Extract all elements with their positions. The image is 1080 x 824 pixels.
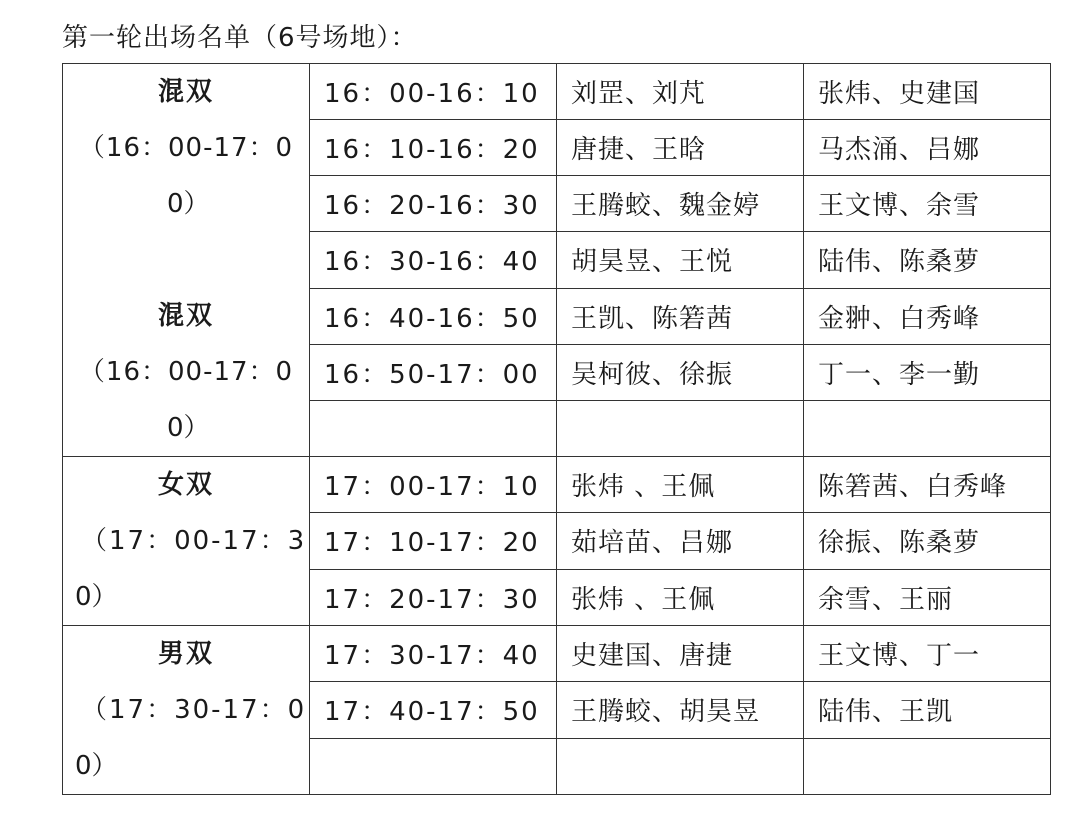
team-b: 徐振、陈桑萝 bbox=[804, 513, 1051, 569]
time-slot: 17：00-17：10 bbox=[310, 457, 557, 513]
team-a: 茹培苗、吕娜 bbox=[557, 513, 804, 569]
team-b: 陆伟、陈桑萝 bbox=[804, 232, 1051, 288]
time-slot: 16：20-16：30 bbox=[310, 176, 557, 232]
team-a: 王腾蛟、魏金婷 bbox=[557, 176, 804, 232]
event-cell-mixed bbox=[63, 64, 310, 457]
time-slot: 17：20-17：30 bbox=[310, 569, 557, 625]
empty-cell bbox=[310, 400, 557, 456]
table-row bbox=[63, 626, 1051, 682]
event-time-range-cont: 0） bbox=[167, 413, 210, 443]
time-slot: 17：30-17：40 bbox=[310, 626, 557, 682]
team-b: 马杰涌、吕娜 bbox=[804, 120, 1051, 176]
event-time-range-cont: 0） bbox=[75, 582, 118, 612]
team-a: 王腾蛟、胡昊昱 bbox=[557, 682, 804, 738]
table-row bbox=[63, 64, 1051, 120]
event-cell-mens bbox=[63, 626, 310, 795]
time-slot: 16：30-16：40 bbox=[310, 232, 557, 288]
team-b: 金翀、白秀峰 bbox=[804, 288, 1051, 344]
event-cell-womens bbox=[63, 457, 310, 626]
event-time-range: （17：00-17：3 bbox=[81, 526, 307, 556]
team-a: 张炜 、王佩 bbox=[557, 457, 804, 513]
empty-cell bbox=[804, 400, 1051, 456]
event-name: 混双 bbox=[157, 77, 214, 107]
schedule-table bbox=[62, 63, 1051, 795]
table-row bbox=[63, 457, 1051, 513]
time-slot: 16：40-16：50 bbox=[310, 288, 557, 344]
event-time-range-cont: 0） bbox=[167, 189, 210, 219]
time-slot: 17：10-17：20 bbox=[310, 513, 557, 569]
team-a: 吴柯彼、徐振 bbox=[557, 344, 804, 400]
empty-cell bbox=[310, 738, 557, 794]
spacer bbox=[63, 232, 309, 288]
empty-cell bbox=[557, 738, 804, 794]
page-title: 第一轮出场名单（6号场地）： bbox=[62, 23, 418, 53]
team-b: 王文博、余雪 bbox=[804, 176, 1051, 232]
team-b: 余雪、王丽 bbox=[804, 569, 1051, 625]
team-a: 胡昊昱、王悦 bbox=[557, 232, 804, 288]
event-time-range-cont: 0） bbox=[75, 751, 118, 781]
event-name: 男双 bbox=[157, 639, 214, 669]
team-a: 史建国、唐捷 bbox=[557, 626, 804, 682]
team-b: 陆伟、王凯 bbox=[804, 682, 1051, 738]
event-time-range: （16：00-17：0 bbox=[78, 357, 294, 387]
time-slot: 16：10-16：20 bbox=[310, 120, 557, 176]
event-time-range: （17：30-17：0 bbox=[81, 695, 307, 725]
team-a: 张炜 、王佩 bbox=[557, 569, 804, 625]
team-b: 丁一、李一勤 bbox=[804, 344, 1051, 400]
team-a: 刘罡、刘芃 bbox=[557, 64, 804, 120]
empty-cell bbox=[557, 400, 804, 456]
time-slot: 16：00-16：10 bbox=[310, 64, 557, 120]
team-b: 王文博、丁一 bbox=[804, 626, 1051, 682]
time-slot: 17：40-17：50 bbox=[310, 682, 557, 738]
time-slot: 16：50-17：00 bbox=[310, 344, 557, 400]
event-time-range: （16：00-17：0 bbox=[78, 133, 294, 163]
team-b: 张炜、史建国 bbox=[804, 64, 1051, 120]
team-a: 唐捷、王晗 bbox=[557, 120, 804, 176]
team-a: 王凯、陈箬茜 bbox=[557, 288, 804, 344]
event-name: 混双 bbox=[157, 301, 214, 331]
empty-cell bbox=[804, 738, 1051, 794]
team-b: 陈箬茜、白秀峰 bbox=[804, 457, 1051, 513]
event-name: 女双 bbox=[157, 470, 214, 500]
